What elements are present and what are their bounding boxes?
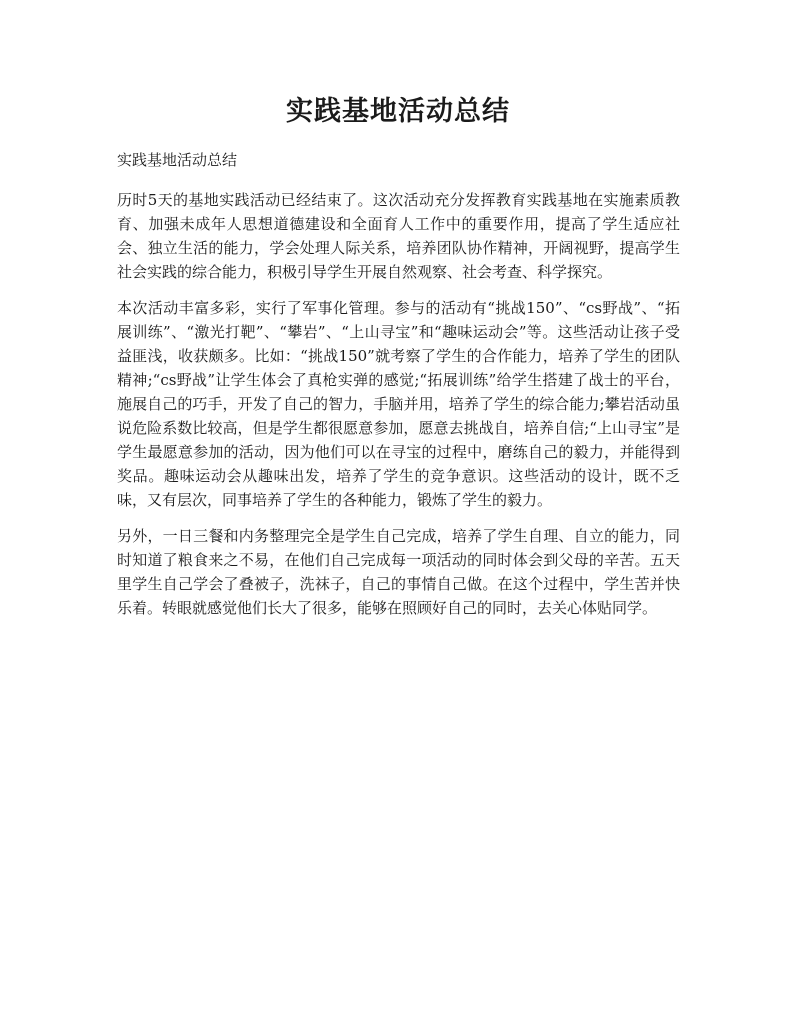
document-body: [117, 148, 680, 632]
document-subtitle: 实践基地活动总结: [117, 151, 238, 169]
paragraph-1: 历时5天的基地实践活动已经结束了。这次活动充分发挥教育实践基地在实施素质教育、加强未成年人思想道德建设和全面育人工作中的重要作用，提高了学生适应社会、独立生活的能力，学会处理人际关系，培养团队协作精神，开阔视野，提高学生社会实践的综合能力，积极引导学生开展自然观察、社会考查、科学探究。: [117, 191, 680, 281]
paragraph-2: 本次活动丰富多彩，实行了军事化管理。参与的活动有“挑战150”、“cs野战”、“拓展训练”、“激光打靶”、“攀岩”、“上山寻宝”和“趣味运动会”等。这些活动让孩子受益匪浅，收获颇多。比如：“挑战150”就考察了学生的合作能力，培养了学生的团队精神;“cs野战”让学生体会了真枪实弹的感觉;“拓展训练”给学生搭建了战士的平台，施展自己的巧手，开发了自己的智力，手脑并用，培养了学生的综合能力;攀岩活动虽说危险系数比较高，但是学生都很愿意参加，愿意去挑战自，培养自信;“上山寻宝”是学生最愿意参加的活动，因为他们可以在寻宝的过程中，磨练自己的毅力，并能得到奖品。趣味运动会从趣味出发，培养了学生的竞争意识。这些活动的设计，既不乏味，又有层次，同事培养了学生的各种能力，锻炼了学生的毅力。: [117, 299, 680, 509]
page-title: 实践基地活动总结: [286, 96, 510, 127]
paragraph-3: 另外，一日三餐和内务整理完全是学生自己完成，培养了学生自理、自立的能力，同时知道了粮食来之不易，在他们自己完成每一项活动的同时体会到父母的辛苦。五天里学生自己学会了叠被子，洗袜子，自己的事情自己做。在这个过程中，学生苦并快乐着。转眼就感觉他们长大了很多，能够在照顾好自己的同时，去关心体贴同学。: [117, 527, 680, 617]
